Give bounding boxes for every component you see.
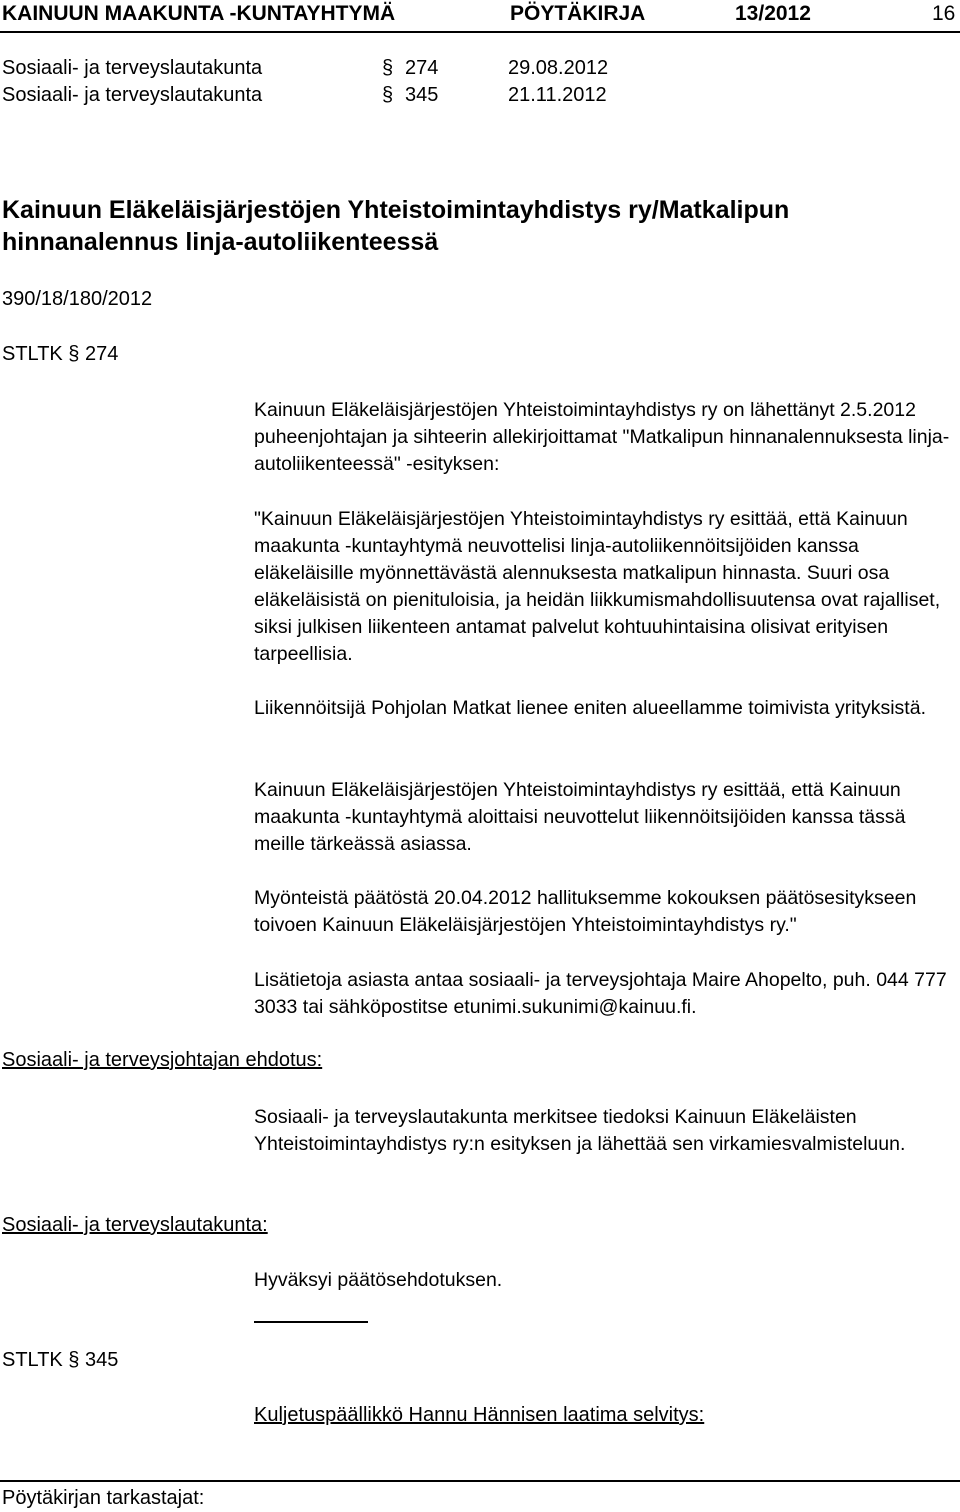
decision-paragraph — [254, 1267, 954, 1294]
report-heading: Kuljetuspäällikkö Hannu Hännisen laatima selvitys: — [254, 1404, 705, 1426]
meeting-body-1: Sosiaali- ja terveyslautakunta — [2, 57, 263, 79]
organization-name: KAINUUN MAAKUNTA -KUNTAYHTYMÄ — [2, 2, 396, 25]
proposal-text: Sosiaali- ja terveyslautakunta merkitsee tiedoksi Kainuun Eläkeläisten Yhteistoimintayhdistys ry:n esityksen ja lähettää sen virkamiesvalmisteluun. — [254, 1106, 906, 1155]
quote-paragraph-2 — [254, 695, 954, 722]
meeting-body-2: Sosiaali- ja terveyslautakunta — [2, 84, 263, 106]
document-number: 13/2012 — [735, 2, 811, 25]
contact-paragraph — [254, 967, 954, 1021]
meeting-date-2: 21.11.2012 — [508, 84, 607, 106]
meeting-section-1: 274 — [405, 57, 439, 79]
document-type: PÖYTÄKIRJA — [510, 2, 646, 25]
intro-text: Kainuun Eläkeläisjärjestöjen Yhteistoimintayhdistys ry on lähettänyt 2.5.2012 puheenjohtajan ja sihteerin allekirjoittamat "Matkalipun hinnanalennuksesta linja-autoliikenteessä" -esityksen: — [254, 399, 950, 475]
footer-label: Pöytäkirjan tarkastajat: — [2, 1487, 205, 1509]
document-title: Kainuun Eläkeläisjärjestöjen Yhteistoimintayhdistys ry/Matkalipun hinnanalennus linja-autoliikenteessä — [2, 196, 790, 256]
footer-rule — [0, 1480, 960, 1482]
intro-paragraph — [254, 397, 954, 478]
contact-text: Lisätietoja asiasta antaa sosiaali- ja terveysjohtaja Maire Ahopelto, puh. 044 777 3033 tai sähköpostitse etunimi.sukunimi@kainuu.fi. — [254, 969, 947, 1018]
quote-text-4: Myönteistä päätöstä 20.04.2012 hallituksemme kokouksen päätösesitykseen toivoen Kainuun Eläkeläisjärjestöjen Yhteistoimintayhdistys ry." — [254, 887, 917, 936]
decision-label: Sosiaali- ja terveyslautakunta: — [2, 1214, 268, 1236]
meeting-section-2: 345 — [405, 84, 439, 106]
stltk-345: STLTK § 345 — [2, 1349, 119, 1371]
proposal-paragraph — [254, 1104, 954, 1158]
quote-paragraph-3 — [254, 777, 954, 858]
section-sign-icon: § — [382, 84, 394, 106]
page-number: 16 — [932, 2, 956, 25]
quote-paragraph-4 — [254, 885, 954, 939]
quote-paragraph-1 — [254, 506, 954, 668]
case-number: 390/18/180/2012 — [2, 288, 153, 310]
quote-text-3: Kainuun Eläkeläisjärjestöjen Yhteistoimintayhdistys ry esittää, että Kainuun maakunta -kuntayhtymä aloittaisi neuvottelut liikennöitsijöiden kanssa tässä meille tärkeässä asiassa. — [254, 779, 906, 855]
section-sign-icon: § — [382, 57, 394, 79]
stltk-274: STLTK § 274 — [2, 343, 119, 365]
meeting-date-1: 29.08.2012 — [508, 57, 609, 79]
decision-rule — [254, 1321, 368, 1323]
quote-text-2: Liikennöitsijä Pohjolan Matkat lienee eniten alueellamme toimivista yrityksistä. — [254, 697, 926, 719]
header-rule — [0, 31, 960, 33]
quote-text-1: "Kainuun Eläkeläisjärjestöjen Yhteistoimintayhdistys ry esittää, että Kainuun maakunta -kuntayhtymä neuvottelisi linja-autoliikennöitsijöiden kanssa eläkeläisille myönnettävästä alennuksesta matkalipun hinnasta. Suuri osa eläkeläisistä on pienituloisia, ja heidän liikkumismahdollisuutensa ovat rajalliset, siksi julkisen liikenteen antamat palvelut kohtuuhintaisina olisivat erityisen tarpeellisia. — [254, 508, 941, 665]
proposal-label: Sosiaali- ja terveysjohtajan ehdotus: — [2, 1049, 323, 1071]
decision-text: Hyväksyi päätösehdotuksen. — [254, 1269, 503, 1291]
